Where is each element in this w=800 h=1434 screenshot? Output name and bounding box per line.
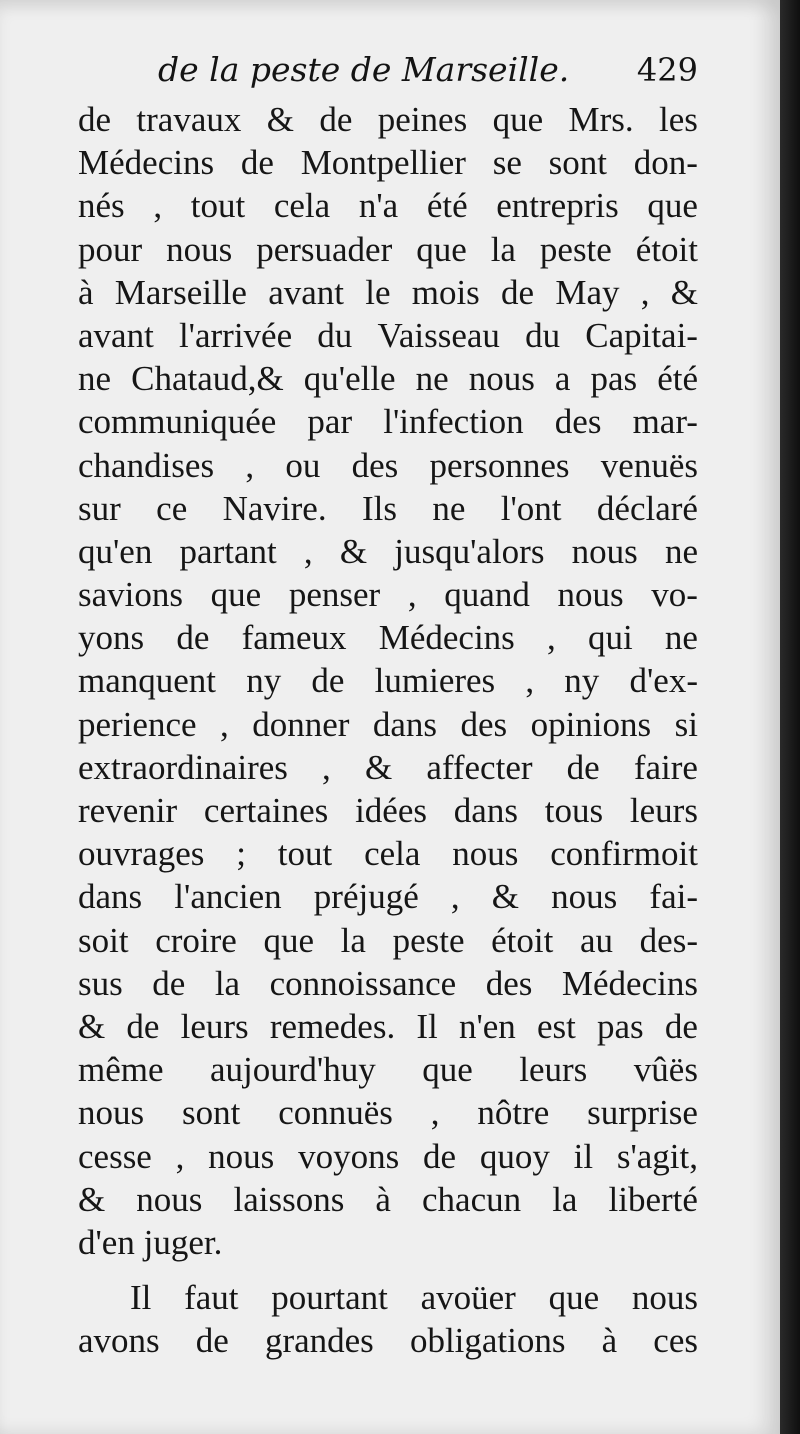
text-line: sur ce Navire. Ils ne l'ont déclaré xyxy=(78,488,698,528)
text-line: savions que penser , quand nous vo- xyxy=(78,575,698,615)
text-line: cesse , nous voyons de quoy il s'agit, xyxy=(78,1136,698,1176)
text-line: avons de grandes obligations à ces xyxy=(78,1321,698,1361)
text-line: & de leurs remedes. Il n'en est pas de xyxy=(78,1006,698,1046)
text-line: avant l'arrivée du Vaisseau du Capitai- xyxy=(78,315,698,355)
paragraph xyxy=(78,98,698,1264)
text-line: Médecins de Montpellier se sont don- xyxy=(78,143,698,183)
text-line: de travaux & de peines que Mrs. les xyxy=(78,100,698,139)
text-line: pour nous persuader que la peste étoit xyxy=(78,229,698,269)
text-line: ne Chataud,& qu'elle ne nous a pas été xyxy=(78,359,698,399)
text-line: sus de la connoissance des Médecins xyxy=(78,963,698,1003)
paragraph xyxy=(78,1276,698,1362)
text-line: qu'en partant , & jusqu'alors nous ne xyxy=(78,531,698,571)
text-line: à Marseille avant le mois de May , & xyxy=(78,272,698,312)
text-line: Il faut pourtant avoüer que nous xyxy=(130,1278,698,1318)
text-line: extraordinaires , & affecter de faire xyxy=(78,747,698,787)
text-line: & nous laissons à chacun la liberté xyxy=(78,1179,698,1219)
text-line: manquent ny de lumieres , ny d'ex- xyxy=(78,661,698,701)
text-line: communiquée par l'infection des mar- xyxy=(78,402,698,442)
text-line: d'en juger. xyxy=(78,1222,223,1262)
body-text xyxy=(78,98,698,1362)
text-line: ouvrages ; tout cela nous confirmoit xyxy=(78,834,698,874)
text-line: chandises , ou des personnes venuës xyxy=(78,445,698,485)
page-number: 429 xyxy=(636,51,698,89)
page-edge-shadow xyxy=(780,0,800,1434)
text-line: soit croire que la peste étoit au des- xyxy=(78,920,698,960)
text-line: nous sont connuës , nôtre surprise xyxy=(78,1093,698,1133)
text-line: nés , tout cela n'a été entrepris que xyxy=(78,186,698,226)
text-line: dans l'ancien préjugé , & nous fai- xyxy=(78,877,698,917)
text-line: perience , donner dans des opinions si xyxy=(78,704,698,744)
running-head xyxy=(158,50,698,89)
text-line: revenir certaines idées dans tous leurs xyxy=(78,791,698,830)
text-line: yons de fameux Médecins , qui ne xyxy=(78,618,698,658)
running-head-title: de la peste de Marseille. xyxy=(158,50,570,89)
text-line: même aujourd'huy que leurs vûës xyxy=(78,1050,698,1090)
